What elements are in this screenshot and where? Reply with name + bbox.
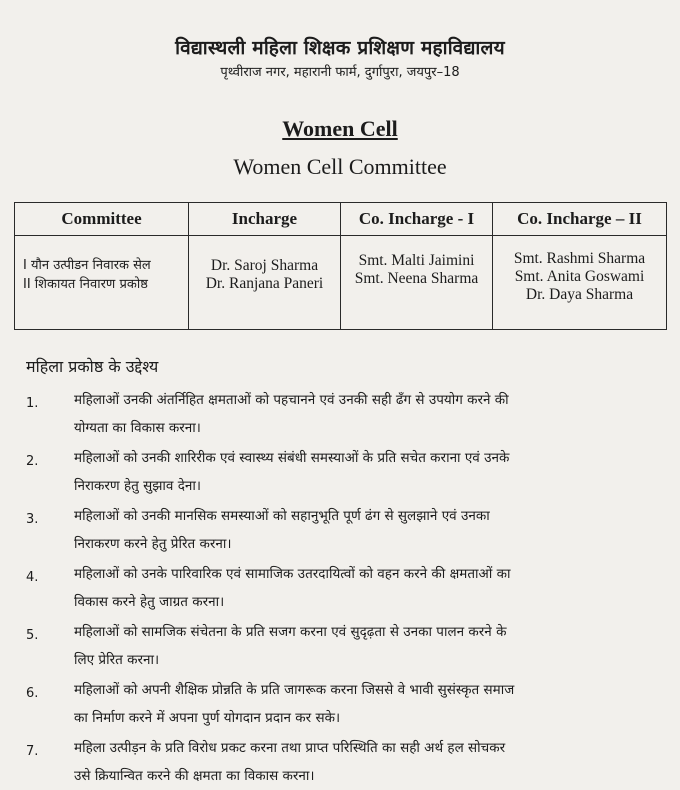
item-line: विकास करने हेतु जाग्रत करना। — [74, 594, 225, 610]
committee-name: I यौन उत्पीडन निवारक सेल — [23, 258, 151, 273]
item-line: महिलाओं उनकी अंतर्निहित क्षमताओं को पहचानने एवं उनकी सही ढँग से उपयोग करने की — [74, 392, 509, 408]
incharge-name: Dr. Saroj Sharma — [210, 257, 319, 274]
item-text — [74, 560, 634, 616]
co-incharge-2-name: Dr. Daya Sharma — [525, 286, 634, 303]
item-line: महिलाओं को उनके पारिवारिक एवं सामाजिक उतरदायित्वों को वहन करने की क्षमताओं का — [74, 566, 511, 582]
item-line: निराकरण करने हेतु प्रेरित करना। — [74, 536, 232, 552]
header-committee: Committee — [15, 203, 189, 236]
co-incharge-2-name: Smt. Anita Goswami — [514, 268, 645, 285]
item-line: महिलाओं को सामजिक संचेतना के प्रति सजग करना एवं सुदृढ़ता से उनका पालन करने के — [74, 624, 507, 640]
item-text — [74, 734, 634, 790]
co-incharge-2-cell — [493, 236, 667, 330]
header-co-incharge-1: Co. Incharge - I — [341, 203, 493, 236]
item-number: 3. — [26, 512, 39, 527]
incharge-cell — [189, 236, 341, 330]
item-number: 4. — [26, 570, 39, 585]
co-incharge-2-name: Smt. Rashmi Sharma — [513, 250, 646, 267]
co-incharge-1-cell — [341, 236, 493, 330]
item-line: लिए प्रेरित करना। — [74, 652, 160, 668]
item-text — [74, 502, 634, 558]
header-co-incharge-2: Co. Incharge – II — [493, 203, 667, 236]
item-line: महिलाओं को अपनी शैक्षिक प्रोन्नति के प्रति जागरूक करना जिससे वे भावी सुसंस्कृत समाज — [74, 682, 515, 698]
page-subtitle: Women Cell Committee — [233, 154, 447, 179]
item-line: योग्यता का विकास करना। — [74, 420, 201, 436]
committee-name: II शिकायत निवारण प्रकोष्ठ — [23, 277, 148, 292]
item-line: महिलाओं को उनकी मानसिक समस्याओं को सहानुभूति पूर्ण ढंग से सुलझाने एवं उनका — [74, 508, 490, 524]
item-number: 5. — [26, 628, 39, 643]
committee-cell — [15, 236, 189, 330]
page-title: Women Cell — [282, 116, 398, 141]
item-text — [74, 618, 634, 674]
item-number: 6. — [26, 686, 39, 701]
institution-address: पृथ्वीराज नगर, महारानी फार्म, दुर्गापुरा, जयपुर–18 — [220, 65, 460, 80]
table-header-row — [15, 203, 667, 236]
co-incharge-1-name: Smt. Malti Jaimini — [358, 252, 475, 269]
institution-name: विद्यास्थली महिला शिक्षक प्रशिक्षण महाविद्यालय — [175, 37, 505, 59]
item-text — [74, 676, 634, 732]
committee-table — [14, 202, 667, 330]
table-row — [15, 236, 667, 330]
item-line: महिलाओं को उनकी शारिरीक एवं स्वास्थ्य संबंधी समस्याओं के प्रति सचेत कराना एवं उनके — [74, 450, 510, 466]
item-text — [74, 386, 634, 442]
item-line: निराकरण हेतु सुझाव देना। — [74, 478, 202, 494]
item-text — [74, 444, 634, 500]
item-number: 7. — [26, 744, 39, 759]
objectives-heading: महिला प्रकोष्ठ के उद्देश्य — [26, 357, 159, 376]
header-incharge: Incharge — [189, 203, 341, 236]
co-incharge-1-name: Smt. Neena Sharma — [354, 270, 479, 287]
item-number: 2. — [26, 454, 39, 469]
item-line: का निर्माण करने में अपना पुर्ण योगदान प्रदान कर सके। — [74, 710, 341, 726]
incharge-name: Dr. Ranjana Paneri — [205, 275, 324, 292]
item-line: महिला उत्पीड़न के प्रति विरोध प्रकट करना तथा प्राप्त परिस्थिति का सही अर्थ हल सोचकर — [74, 740, 506, 756]
item-number: 1. — [26, 396, 39, 411]
item-line: उसे क्रियान्वित करने की क्षमता का विकास करना। — [74, 768, 315, 784]
